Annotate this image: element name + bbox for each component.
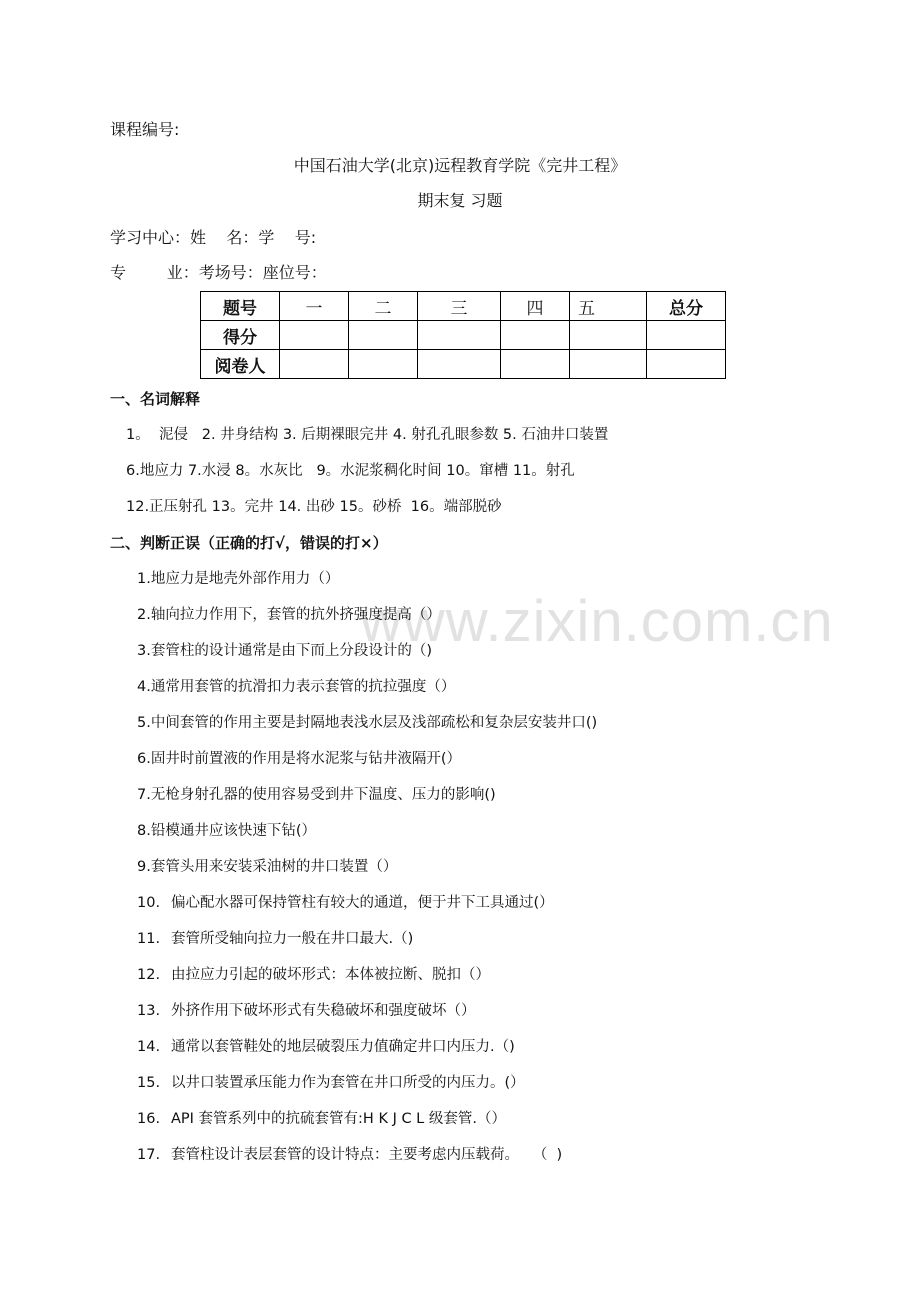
table-header-cell: 三 (418, 292, 501, 321)
question-number: 12. (137, 967, 161, 983)
score-table (200, 291, 726, 379)
info-line-1: 学习中心：姓 名：学 号: (110, 228, 317, 247)
list-item (137, 1001, 476, 1021)
table-header-cell: 四 (501, 292, 570, 321)
table-cell (501, 321, 570, 350)
question-text: 套管柱设计表层套管的设计特点：主要考虑内压载荷。 （ ) (171, 1147, 563, 1163)
question-text: 偏心配水器可保持管柱有较大的通道，便于井下工具通过(） (171, 895, 554, 911)
list-item (137, 1109, 506, 1129)
question-number: 17. (137, 1147, 161, 1163)
section-1-line: 12.正压射孔 13。完井 14. 出砂 15。砂桥 16。端部脱砂 (126, 499, 502, 515)
question-text: 地应力是地壳外部作用力（） (150, 571, 340, 587)
score-table-row (201, 350, 726, 379)
question-number: 5. (137, 715, 151, 731)
watermark: www.zixin.com.cn (360, 589, 834, 654)
question-number: 6. (137, 751, 151, 767)
question-text: 以井口装置承压能力作为套管在井口所受的内压力。(） (171, 1075, 525, 1091)
question-text: API 套管系列中的抗硫套管有:H K J C L 级套管.（） (171, 1111, 506, 1127)
table-row-label: 阅卷人 (201, 350, 280, 379)
list-item (137, 641, 432, 661)
list-item (137, 713, 597, 733)
table-header-cell: 二 (349, 292, 418, 321)
table-header-cell: 总分 (647, 292, 726, 321)
table-header-cell: 题号 (201, 292, 280, 321)
section-1-line: 1。 泥侵 2. 井身结构 3. 后期裸眼完井 4. 射孔孔眼参数 5. 石油井口装置 (126, 427, 609, 443)
table-cell (501, 350, 570, 379)
table-cell (570, 350, 647, 379)
course-code-label: 课程编号: (110, 120, 180, 139)
table-cell (570, 321, 647, 350)
section-2-title: 二、判断正误（正确的打√，错误的打×） (110, 534, 388, 552)
document-subtitle: 期末复 习题 (417, 191, 503, 210)
list-item (137, 929, 413, 949)
table-cell (349, 350, 418, 379)
table-header-cell: 一 (280, 292, 349, 321)
question-text: 外挤作用下破坏形式有失稳破坏和强度破坏（） (171, 1003, 476, 1019)
question-text: 由拉应力引起的破坏形式：本体被拉断、脱扣（） (171, 967, 490, 983)
question-number: 1. (137, 571, 151, 587)
list-item (137, 569, 339, 589)
question-number: 3. (137, 643, 151, 659)
question-text: 套管头用来安装采油树的井口装置（） (150, 859, 398, 875)
question-number: 11. (137, 931, 161, 947)
document-title: 中国石油大学(北京)远程教育学院《完井工程》 (293, 156, 627, 175)
question-number: 4. (137, 679, 151, 695)
question-text: 无枪身射孔器的使用容易受到井下温度、压力的影响() (150, 787, 496, 803)
question-text: 套管所受轴向拉力一般在井口最大.（) (171, 931, 414, 947)
question-text: 固井时前置液的作用是将水泥浆与钻井液隔开(） (150, 751, 461, 767)
table-cell (280, 321, 349, 350)
table-cell (647, 321, 726, 350)
info-line-2: 专 业：考场号：座位号： (110, 263, 327, 282)
question-number: 2. (137, 607, 151, 623)
list-item (137, 893, 554, 913)
section-1-line: 6.地应力 7.水浸 8。水灰比 9。水泥浆稠化时间 10。窜槽 11。射孔 (126, 463, 575, 479)
list-item (137, 857, 397, 877)
list-item (137, 749, 461, 769)
question-text: 通常以套管鞋处的地层破裂压力值确定井口内压力.（) (171, 1039, 515, 1055)
list-item (137, 785, 496, 805)
list-item (137, 1037, 515, 1057)
question-number: 13. (137, 1003, 161, 1019)
table-header-cell: 五 (570, 292, 647, 321)
table-cell (349, 321, 418, 350)
question-number: 15. (137, 1075, 161, 1091)
table-cell (418, 321, 501, 350)
list-item (137, 605, 441, 625)
table-row-label: 得分 (201, 321, 280, 350)
table-cell (418, 350, 501, 379)
question-number: 10. (137, 895, 161, 911)
list-item (137, 821, 316, 841)
table-cell (647, 350, 726, 379)
list-item (137, 1073, 525, 1093)
question-number: 7. (137, 787, 151, 803)
list-item (137, 965, 490, 985)
question-text: 中间套管的作用主要是封隔地表浅水层及浅部疏松和复杂层安装井口() (150, 715, 598, 731)
list-item (137, 1145, 562, 1165)
question-text: 通常用套管的抗滑扣力表示套管的抗拉强度（） (150, 679, 456, 695)
score-table-header-row (201, 292, 726, 321)
question-text: 套管柱的设计通常是由下而上分段设计的（) (150, 643, 432, 659)
list-item (137, 677, 455, 697)
question-number: 16. (137, 1111, 161, 1127)
question-number: 9. (137, 859, 151, 875)
section-1-title: 一、名词解释 (110, 390, 201, 408)
question-text: 铅模通井应该快速下钻(） (150, 823, 316, 839)
question-number: 14. (137, 1039, 161, 1055)
table-cell (280, 350, 349, 379)
question-number: 8. (137, 823, 151, 839)
score-table-row (201, 321, 726, 350)
question-text: 轴向拉力作用下，套管的抗外挤强度提高（） (150, 607, 441, 623)
